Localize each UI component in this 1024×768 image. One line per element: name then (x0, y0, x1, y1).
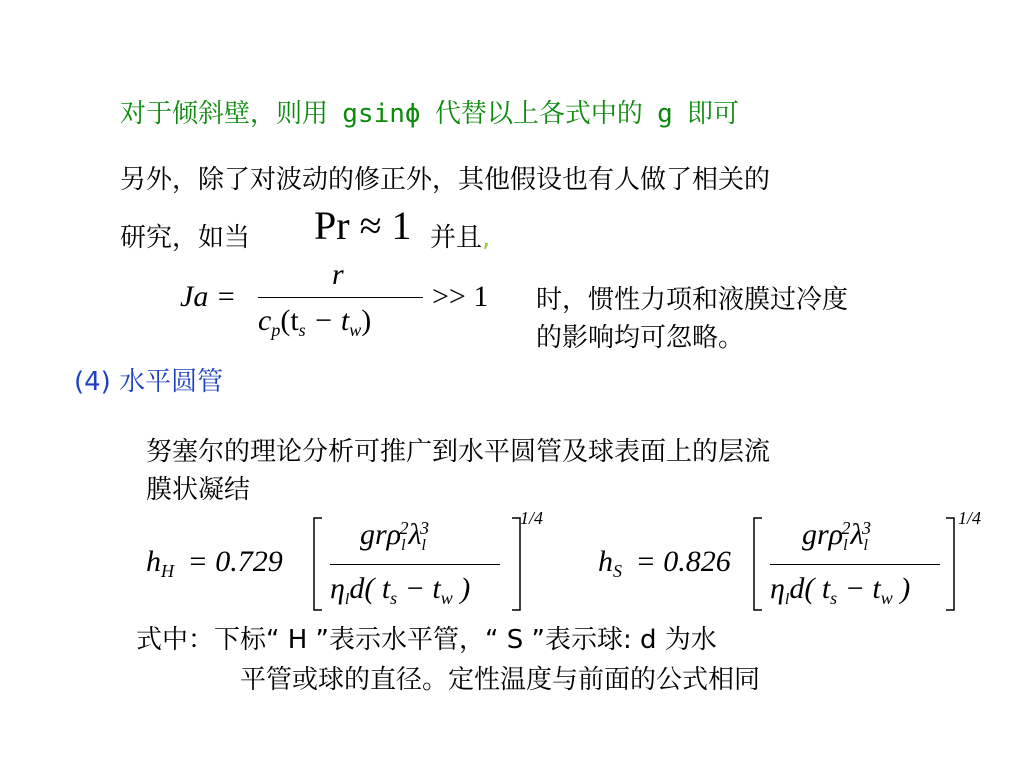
research-line (120, 222, 250, 254)
ja-rhs: >> 1 (432, 280, 489, 313)
pr-formula: Pr ≈ 1 (314, 203, 412, 248)
note-line1: 式中：下标“ H ”表示水平管，“ S ”表示球: d 为水 (136, 625, 717, 655)
incline-prefix: 对于倾斜壁，则用 (120, 99, 329, 129)
ja-note-line2: 的影响均可忽略。 (536, 323, 745, 353)
incline-wall-note (120, 98, 739, 130)
other-assumptions-line: 另外，除了对波动的修正外，其他假设也有人做了相关的 (120, 165, 771, 195)
research-suffix (430, 222, 490, 254)
ja-numerator: r (332, 258, 344, 291)
ja-lhs: Ja = (180, 280, 237, 313)
note-line2: 平管或球的直径。定性温度与前面的公式相同 (240, 665, 761, 695)
green-comma: , (482, 223, 491, 253)
g-term: g (657, 99, 673, 129)
gsin-term: gsinϕ (342, 99, 421, 129)
eqS-lhs: $h_S = 0.826$ (598, 545, 731, 581)
research-prefix: 研究，如当 (120, 223, 251, 253)
incline-mid: 代替以上各式中的 (434, 99, 643, 129)
paragraph-line1: 努塞尔的理论分析可推广到水平圆管及球表面上的层流 (146, 437, 771, 467)
eqH-numerator: $gr\rho_l^2\lambda_l^3$ (360, 518, 429, 554)
section-heading: (4) 水平圆管 (74, 367, 224, 397)
eqS-denominator: $\eta_ld$( $t_s - t_w$ ) (770, 572, 911, 608)
paragraph-line2: 膜状凝结 (146, 475, 251, 505)
eqH-fraction-bar (330, 564, 500, 565)
eqH-lhs: $h_H = 0.729$ (146, 545, 283, 581)
eqH-denominator: $\eta_ld$( $t_s - t_w$ ) (330, 572, 471, 608)
ja-denominator: $c_p(t_s - t_w)$ (258, 304, 372, 340)
eqH-exponent: 1/4 (520, 508, 544, 528)
ja-fraction-bar (258, 297, 423, 298)
eqS-fraction-bar (770, 564, 940, 565)
eqS-exponent: 1/4 (958, 508, 982, 528)
ja-note-line1: 时，惯性力项和液膜过冷度 (536, 285, 849, 315)
and-text: 并且 (430, 223, 483, 253)
eqS-numerator: $gr\rho_l^2\lambda_l^3$ (802, 518, 871, 554)
incline-suffix: 即可 (687, 99, 740, 129)
